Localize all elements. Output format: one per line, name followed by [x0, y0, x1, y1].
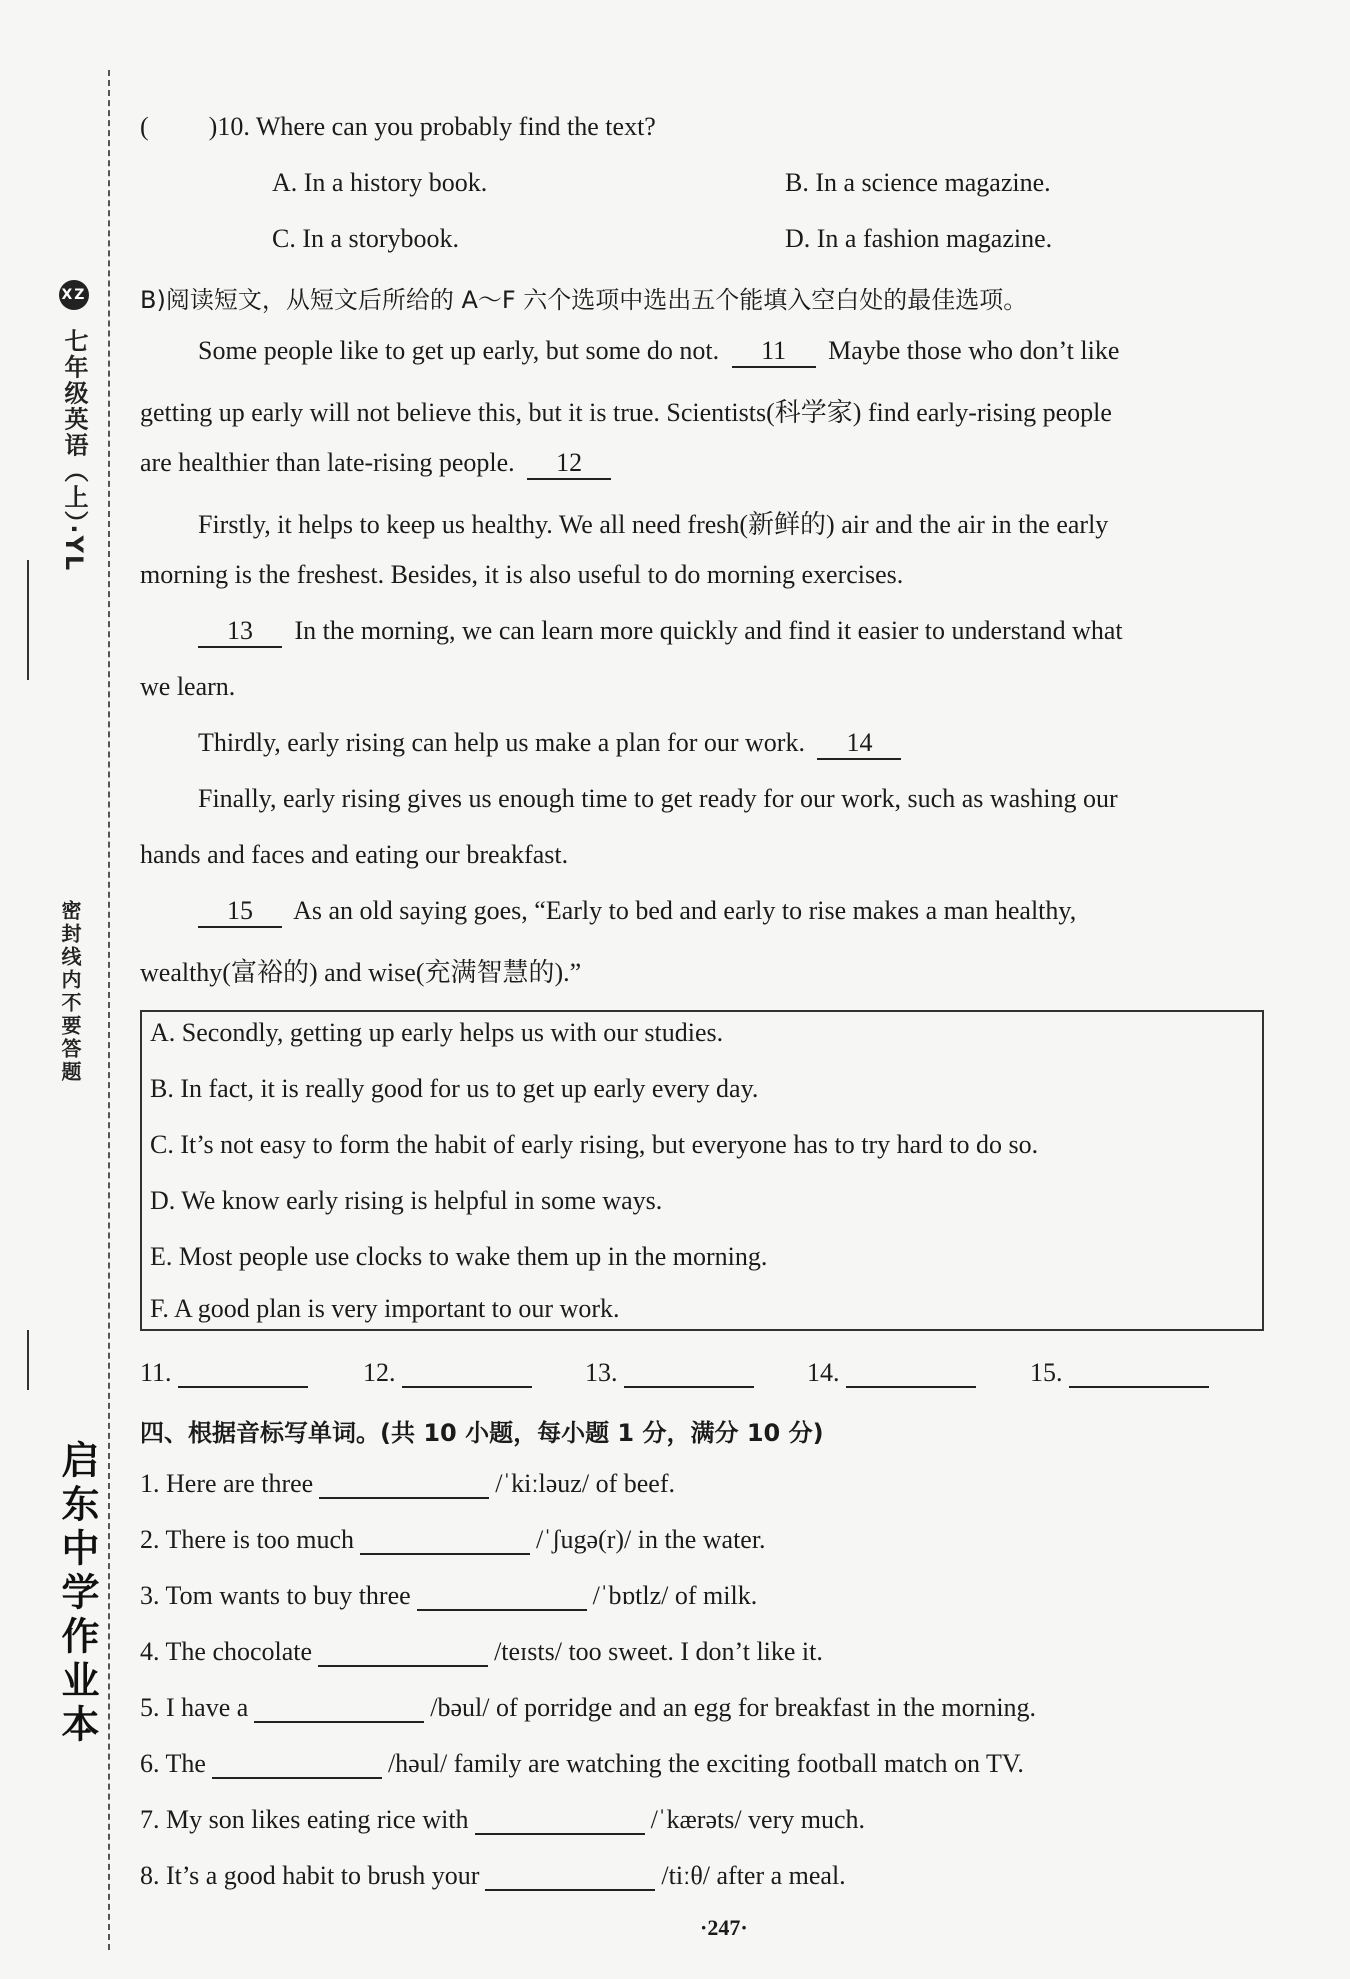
option-a: A. In a history book. — [272, 168, 488, 197]
passage-line: hands and faces and eating our breakfast. — [140, 840, 569, 869]
passage-line: we learn. — [140, 672, 236, 701]
answer-12: 12. — [363, 1358, 538, 1388]
answer-paren-close: ) — [208, 112, 218, 141]
blank-13[interactable]: 13 — [198, 616, 282, 648]
word-blank-2[interactable] — [360, 1529, 530, 1555]
passage-line: Firstly, it helps to keep us healthy. We all need fresh(新鲜的) air and the air in the early — [198, 510, 1109, 539]
school-title: 启东中学作业本 — [55, 1440, 99, 1748]
word-blank-7[interactable] — [475, 1809, 645, 1835]
passage-line: 15 As an old saying goes, “Early to bed and early to rise makes a man healthy, — [198, 896, 1076, 928]
seal-dashed-line — [108, 70, 110, 1950]
word-blank-5[interactable] — [254, 1697, 424, 1723]
answer-blank-15[interactable] — [1069, 1362, 1209, 1388]
question-number: 10. — [217, 112, 250, 141]
answer-15: 15. — [1030, 1358, 1215, 1388]
answer-blank-14[interactable] — [846, 1362, 976, 1388]
answer-blank-11[interactable] — [178, 1362, 308, 1388]
passage-line: Thirdly, early rising can help us make a plan for our work. 14 — [198, 728, 907, 760]
word-blank-8[interactable] — [485, 1865, 655, 1891]
section-b-instruction: B)阅读短文，从短文后所给的 A～F 六个选项中选出五个能填入空白处的最佳选项。 — [140, 286, 1028, 314]
option-b: B. In a science magazine. — [785, 168, 1051, 197]
word-blank-3[interactable] — [417, 1585, 587, 1611]
phonetic-item: 3. Tom wants to buy three /ˈbɒtlz/ of milk. — [140, 1581, 758, 1610]
passage-line: Some people like to get up early, but some do not. 11 Maybe those who don’t like — [198, 336, 1119, 368]
word-blank-6[interactable] — [212, 1753, 382, 1779]
book-header-text: 七年级英语（上）·YL — [60, 328, 88, 573]
choice-a: A. Secondly, getting up early helps us with our studies. — [150, 1018, 724, 1047]
passage-line: 13 In the morning, we can learn more quickly and find it easier to understand what — [198, 616, 1123, 648]
blank-14[interactable]: 14 — [817, 728, 901, 760]
word-blank-4[interactable] — [318, 1641, 488, 1667]
question-10 — [140, 112, 656, 142]
blank-12[interactable]: 12 — [527, 448, 611, 480]
phonetic-item: 4. The chocolate /teɪsts/ too sweet. I don’t like it. — [140, 1637, 823, 1666]
phonetic-item: 5. I have a /bəul/ of porridge and an egg for breakfast in the morning. — [140, 1693, 1037, 1722]
passage-line: getting up early will not believe this, but it is true. Scientists(科学家) find early-rising people — [140, 398, 1112, 427]
section-4-heading: 四、根据音标写单词。(共 10 小题，每小题 1 分，满分 10 分) — [140, 1419, 824, 1447]
blank-15[interactable]: 15 — [198, 896, 282, 928]
margin-rule — [27, 560, 29, 680]
choice-f: F. A good plan is very important to our work. — [150, 1294, 620, 1323]
options-box — [140, 1010, 1264, 1331]
answer-blank-12[interactable] — [402, 1362, 532, 1388]
seal-warning: 密封线内不要答题 — [58, 900, 82, 1084]
blank-11[interactable]: 11 — [732, 336, 816, 368]
question-stem: Where can you probably find the text? — [255, 112, 656, 141]
phonetic-item: 2. There is too much /ˈʃugə(r)/ in the water. — [140, 1525, 766, 1554]
page-number: ·247· — [700, 1915, 748, 1940]
option-d: D. In a fashion magazine. — [785, 224, 1053, 253]
margin-rule — [27, 1330, 29, 1390]
passage-line: are healthier than late-rising people. 12 — [140, 448, 617, 480]
phonetic-item: 1. Here are three /ˈkiːləuz/ of beef. — [140, 1469, 675, 1498]
answer-blank-13[interactable] — [624, 1362, 754, 1388]
answer-13: 13. — [585, 1358, 760, 1388]
choice-e: E. Most people use clocks to wake them up in the morning. — [150, 1242, 768, 1271]
passage-line: morning is the freshest. Besides, it is also useful to do morning exercises. — [140, 560, 904, 589]
publisher-badge: XZ — [59, 280, 89, 310]
option-c: C. In a storybook. — [272, 224, 460, 253]
answer-11: 11. — [140, 1358, 314, 1388]
phonetic-item: 8. It’s a good habit to brush your /tiːθ/ after a meal. — [140, 1861, 846, 1890]
word-blank-1[interactable] — [319, 1473, 489, 1499]
choice-b: B. In fact, it is really good for us to get up early every day. — [150, 1074, 759, 1103]
phonetic-item: 7. My son likes eating rice with /ˈkærəts/ very much. — [140, 1805, 866, 1834]
book-header — [52, 280, 92, 700]
answer-14: 14. — [807, 1358, 982, 1388]
passage-line: Finally, early rising gives us enough time to get ready for our work, such as washing our — [198, 784, 1118, 813]
phonetic-item: 6. The /həul/ family are watching the exciting football match on TV. — [140, 1749, 1024, 1778]
answer-paren-open: ( — [140, 112, 149, 141]
choice-d: D. We know early rising is helpful in some ways. — [150, 1186, 663, 1215]
passage-line: wealthy(富裕的) and wise(充满智慧的).” — [140, 958, 582, 987]
choice-c: C. It’s not easy to form the habit of early rising, but everyone has to try hard to do so. — [150, 1130, 1039, 1159]
